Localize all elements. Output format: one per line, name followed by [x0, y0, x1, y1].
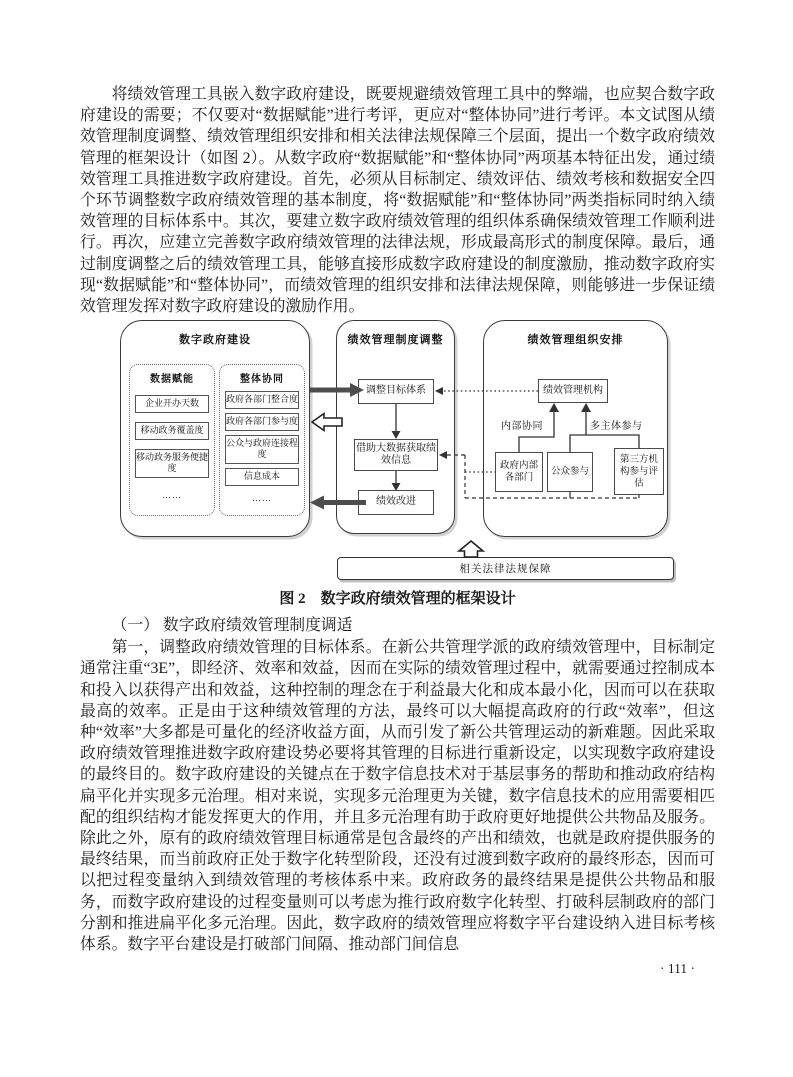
box-institution-adjustment-title: 绩效管理制度调整 [347, 334, 444, 347]
box-org-arrangement-title: 绩效管理组织安排 [527, 334, 624, 347]
figure-caption: 图 2 数字政府绩效管理的框架设计 [279, 591, 516, 608]
paragraph-2: 第一，调整政府绩效管理的目标体系。在新公共管理学派的政府绩效管理中，目标制定通常注重“3E”，即经济、效率和效益，因而在实际的绩效管理过程中，就需要通过控制成本和投入以获得产出和效益，这种控制的理念在于利益最大化和成本最小化，因而可以在获取最高的效率。正是由于这种绩效管理的方法，最终可以大幅提高政府的行政“效率”，但这种“效率”大多都是可量化的经济收益方面，从而引发了新公共管理运动的新难题。因此采取政府绩效管理推进数字政府建设势必要将其管理的目标进行重新设定，以实现数字政府建设的最终目的。数字政府建设的关键点在于数字信息技术对于基层事务的帮助和推动政府结构扁平化并实现多元治理。相对来说，实现多元治理更为关键，数字信息技术的应用需要相匹配的组织结构才能发挥更大的作用，并且多元治理有助于政府更好地提供公共物品及服务。除此之外，原有的政府绩效管理目标通常是包含最终的产出和绩效，也就是政府提供服务的最终结果，而当前政府正处于数字化转型阶段，还没有过渡到数字政府的最终形态，因而可以把过程变量纳入到绩效管理的考核体系中来。政府政务的最终结果是提供公共物品和服务，而数字政府建设的过程变量则可以考虑为推行政府数字化转型、打破科层制政府的部门分割和推进扁平化多元治理。因此，数字政府的绩效管理应将数字平台建设纳入进目标考核体系。数字平台建设是打破部门间隔、推动部门间信息 [80, 639, 715, 954]
group-data-empowerment [129, 364, 215, 516]
indicator-box: 企业开办天数 [135, 395, 209, 413]
node-internal-departments: 政府内部各部门 [495, 452, 543, 492]
figure-2-diagram [118, 317, 675, 581]
indicator-box: 移动政务服务便捷度 [135, 449, 209, 478]
paragraph-1: 将绩效管理工具嵌入数字政府建设，既要规避绩效管理工具中的弊端，也应契合数字政府建设的需要；不仅要对“数据赋能”进行考评，更应对“整体协同”进行考评。本文试图从绩效管理制度调整、绩效管理组织安排和相关法律法规保障三个层面，提出一个数字政府绩效管理的框架设计（如图 2）。从数字政府“数据赋能”和“整体协同”两项基本特征出发，通过绩效管理工具推进数字政府建设。首先，必须从目标制定、绩效评估、绩效考核和数据安全四个环节调整数字政府绩效管理的基本制度，将“数据赋能”和“整体协同”两类指标同时纳入绩效管理的目标体系中。其次，要建立数字政府绩效管理的组织体系确保绩效管理工作顺利进行。再次，应建立完善数字政府绩效管理的法律法规，形成最高形式的制度保障。最后，通过制度调整之后的绩效管理工具，能够直接形成数字政府建设的制度激励，推动数字政府实现“数据赋能”和“整体协同”，而绩效管理的组织安排和法律法规保障，则能够进一步保证绩效管理发挥对数字政府建设的激励作用。 [80, 86, 715, 316]
box-digital-government-title: 数字政府建设 [179, 334, 251, 347]
node-performance-improvement: 绩效改进 [358, 490, 434, 515]
ellipsis-more: …… [162, 489, 182, 500]
hollow-up-block-arrow-icon [459, 541, 483, 557]
node-adjust-goal-system: 调整目标体系 [358, 379, 434, 404]
indicator-box: 政府各部门整合度 [225, 391, 299, 409]
indicator-box: 公众与政府连接程度 [225, 435, 299, 464]
indicator-box: 政府各部门参与度 [225, 413, 299, 431]
group-holistic-collaboration-title: 整体协同 [240, 374, 284, 386]
page-number: · 111 · [660, 961, 695, 977]
ellipsis-more: …… [252, 492, 272, 503]
label-internal-collaboration: 内部协同 [501, 421, 543, 433]
indicator-box: 移动政务覆盖度 [135, 422, 209, 440]
group-data-empowerment-title: 数据赋能 [150, 374, 194, 386]
node-big-data-performance-info: 借助大数据获取绩效信息 [354, 439, 438, 471]
legal-guarantee-bar: 相关法律法规保障 [337, 557, 674, 580]
section-heading: （一） 数字政府绩效管理制度调适 [111, 617, 353, 635]
node-performance-management-agency: 绩效管理机构 [538, 379, 608, 403]
box-digital-government [120, 320, 310, 537]
node-public-participation: 公众参与 [547, 452, 593, 492]
group-holistic-collaboration [219, 364, 305, 516]
node-third-party-evaluation: 第三方机构参与评估 [614, 448, 664, 495]
label-multi-actor-participation: 多主体参与 [590, 421, 643, 433]
indicator-box: 信息成本 [225, 468, 299, 486]
